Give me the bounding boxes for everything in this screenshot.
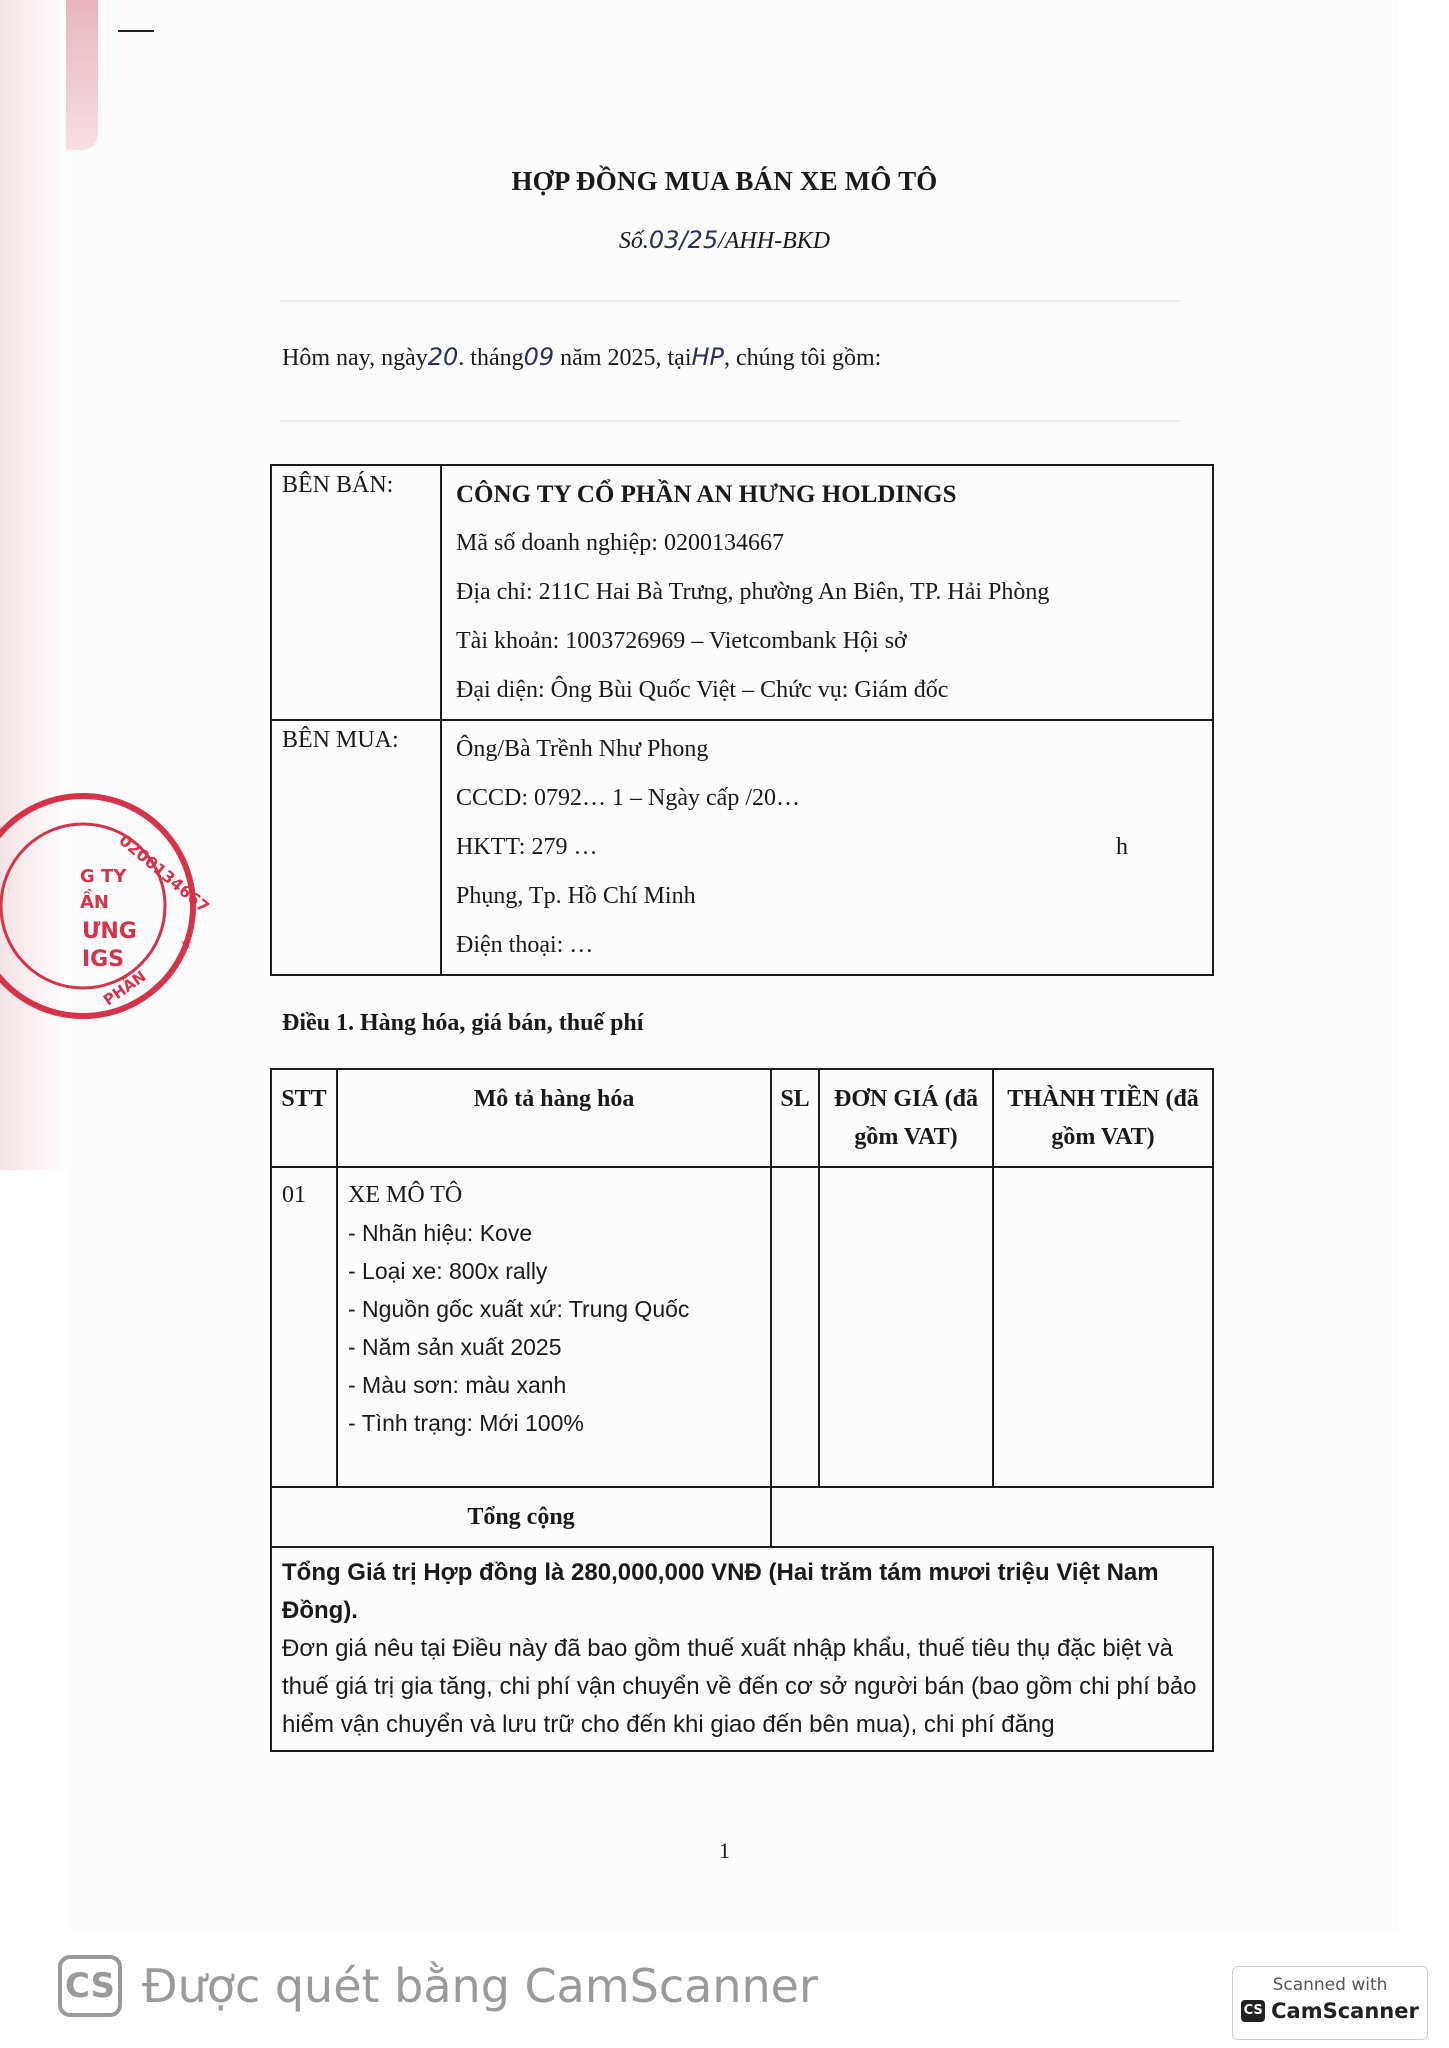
badge-line-2 bbox=[1233, 1999, 1427, 2023]
seller-address: Địa chỉ: 211C Hai Bà Trưng, phường An Biên, TP. Hải Phòng bbox=[456, 579, 1050, 605]
buyer-residence-text: HKTT: 279 … bbox=[456, 834, 598, 860]
svg-text:ẦN: ẦN bbox=[80, 892, 109, 913]
item-title: XE MÔ TÔ bbox=[348, 1182, 463, 1208]
bleed-through-line bbox=[280, 300, 1180, 302]
buyer-label: BÊN MUA: bbox=[271, 720, 441, 975]
goods-header-row bbox=[271, 1069, 1213, 1167]
svg-text:★: ★ bbox=[180, 937, 193, 952]
item-quantity bbox=[771, 1167, 819, 1487]
seller-label: BÊN BÁN: bbox=[271, 465, 441, 720]
camscanner-logo-icon: CS bbox=[58, 1955, 122, 2017]
price-inclusions: Đơn giá nêu tại Điều này đã bao gồm thuế xuất nhập khẩu, thuế tiêu thụ đặc biệt và thuế giá trị gia tăng, chi phí vận chuyển về đến cơ sở người bán (bao gồm chi phí bảo hiểm vận chuyển và lưu trữ cho đến khi giao đến bên mua), chi phí đăng bbox=[282, 1635, 1197, 1738]
corner-marking bbox=[66, 0, 98, 150]
item-amount bbox=[993, 1167, 1213, 1487]
goods-table bbox=[270, 1068, 1214, 1752]
buyer-row bbox=[271, 720, 1213, 975]
total-label: Tổng cộng bbox=[271, 1487, 771, 1547]
seller-row bbox=[271, 465, 1213, 720]
watermark-text: Được quét bằng CamScanner bbox=[142, 1959, 818, 2013]
svg-text:PHẦN: PHẦN bbox=[99, 967, 150, 1010]
header-quantity: SL bbox=[771, 1069, 819, 1167]
corner-tick bbox=[118, 30, 154, 32]
buyer-info bbox=[441, 720, 1213, 975]
seal-graphic bbox=[0, 786, 213, 1026]
svg-text:ƯNG: ƯNG bbox=[82, 919, 137, 944]
item-unit-price bbox=[819, 1167, 993, 1487]
svg-text:IGS: IGS bbox=[82, 947, 125, 972]
contract-total-value: Tổng Giá trị Hợp đồng là 280,000,000 VNĐ (Hai trăm tám mươi triệu Việt Nam Đồng). bbox=[282, 1559, 1159, 1624]
intro-text: , chúng tôi gồm: bbox=[724, 345, 882, 371]
header-description: Mô tả hàng hóa bbox=[337, 1069, 771, 1167]
buyer-phone: Điện thoại: … bbox=[456, 932, 594, 958]
buyer-residence bbox=[456, 823, 1198, 872]
camscanner-watermark bbox=[58, 1955, 818, 2017]
item-description bbox=[337, 1167, 771, 1487]
intro-month: 09 bbox=[523, 343, 555, 371]
intro-text: Hôm nay, ngày bbox=[282, 345, 428, 371]
buyer-name: Ông/Bà Trềnh Như Phong bbox=[456, 736, 709, 762]
intro-day: 20 bbox=[427, 343, 459, 371]
bleed-through-line bbox=[280, 420, 1180, 422]
contract-number bbox=[0, 226, 1449, 255]
intro-text: . tháng bbox=[458, 345, 524, 371]
header-unit-price: ĐƠN GIÁ (đã gồm VAT) bbox=[819, 1069, 993, 1167]
intro-line bbox=[282, 343, 881, 372]
badge-line-1: Scanned with bbox=[1272, 1975, 1388, 1995]
svg-text:0200134667: 0200134667 bbox=[115, 830, 213, 917]
seller-tax-code: Mã số doanh nghiệp: 0200134667 bbox=[456, 530, 784, 556]
number-prefix: Số. bbox=[618, 228, 649, 254]
contract-summary bbox=[271, 1547, 1213, 1751]
article-1-title: Điều 1. Hàng hóa, giá bán, thuế phí bbox=[282, 1010, 644, 1036]
item-color: - Màu sơn: màu xanh bbox=[348, 1372, 567, 1398]
item-condition: - Tình trạng: Mới 100% bbox=[348, 1410, 584, 1436]
buyer-id: CCCD: 0792… ‌1 – Ngày cấp /20… bbox=[456, 785, 800, 811]
item-brand: - Nhãn hiệu: Kove bbox=[348, 1220, 533, 1246]
goods-summary-row bbox=[271, 1547, 1213, 1751]
company-seal bbox=[28, 786, 213, 1026]
item-stt: 01 bbox=[271, 1167, 337, 1487]
badge-brand: CamScanner bbox=[1271, 1999, 1419, 2023]
number-handwritten: 03/25 bbox=[648, 226, 719, 254]
scanned-with-badge bbox=[1232, 1966, 1428, 2040]
item-year: - Năm sản xuất 2025 bbox=[348, 1334, 562, 1360]
item-model: - Loại xe: 800x rally bbox=[348, 1258, 548, 1284]
svg-text:G TY: G TY bbox=[80, 866, 127, 887]
document-title: HỢP ĐỒNG MUA BÁN XE MÔ TÔ bbox=[511, 166, 938, 196]
buyer-city: Phụng, Tp. Hồ Chí Minh bbox=[456, 883, 696, 909]
intro-place: HP bbox=[691, 343, 725, 371]
seller-info bbox=[441, 465, 1213, 720]
buyer-residence-tail: h bbox=[1116, 834, 1128, 860]
camscanner-mini-icon: CS bbox=[1241, 2000, 1265, 2022]
seller-name: CÔNG TY CỔ PHẦN AN HƯNG HOLDINGS bbox=[456, 481, 957, 508]
header-amount: THÀNH TIỀN (đã gồm VAT) bbox=[993, 1069, 1213, 1167]
seller-account: Tài khoản: 1003726969 – Vietcombank Hội sở bbox=[456, 628, 907, 654]
item-origin: - Nguồn gốc xuất xứ: Trung Quốc bbox=[348, 1296, 690, 1322]
number-suffix: /AHH-BKD bbox=[718, 228, 831, 254]
seller-representative: Đại diện: Ông Bùi Quốc Việt – Chức vụ: Giám đốc bbox=[456, 677, 949, 703]
goods-total-row bbox=[271, 1487, 1213, 1547]
page-number: 1 bbox=[719, 1838, 730, 1863]
header-stt: STT bbox=[271, 1069, 337, 1167]
intro-text: năm 2025, tại bbox=[554, 345, 692, 371]
goods-item-row bbox=[271, 1167, 1213, 1487]
parties-table bbox=[270, 464, 1214, 976]
total-value bbox=[771, 1487, 1213, 1547]
